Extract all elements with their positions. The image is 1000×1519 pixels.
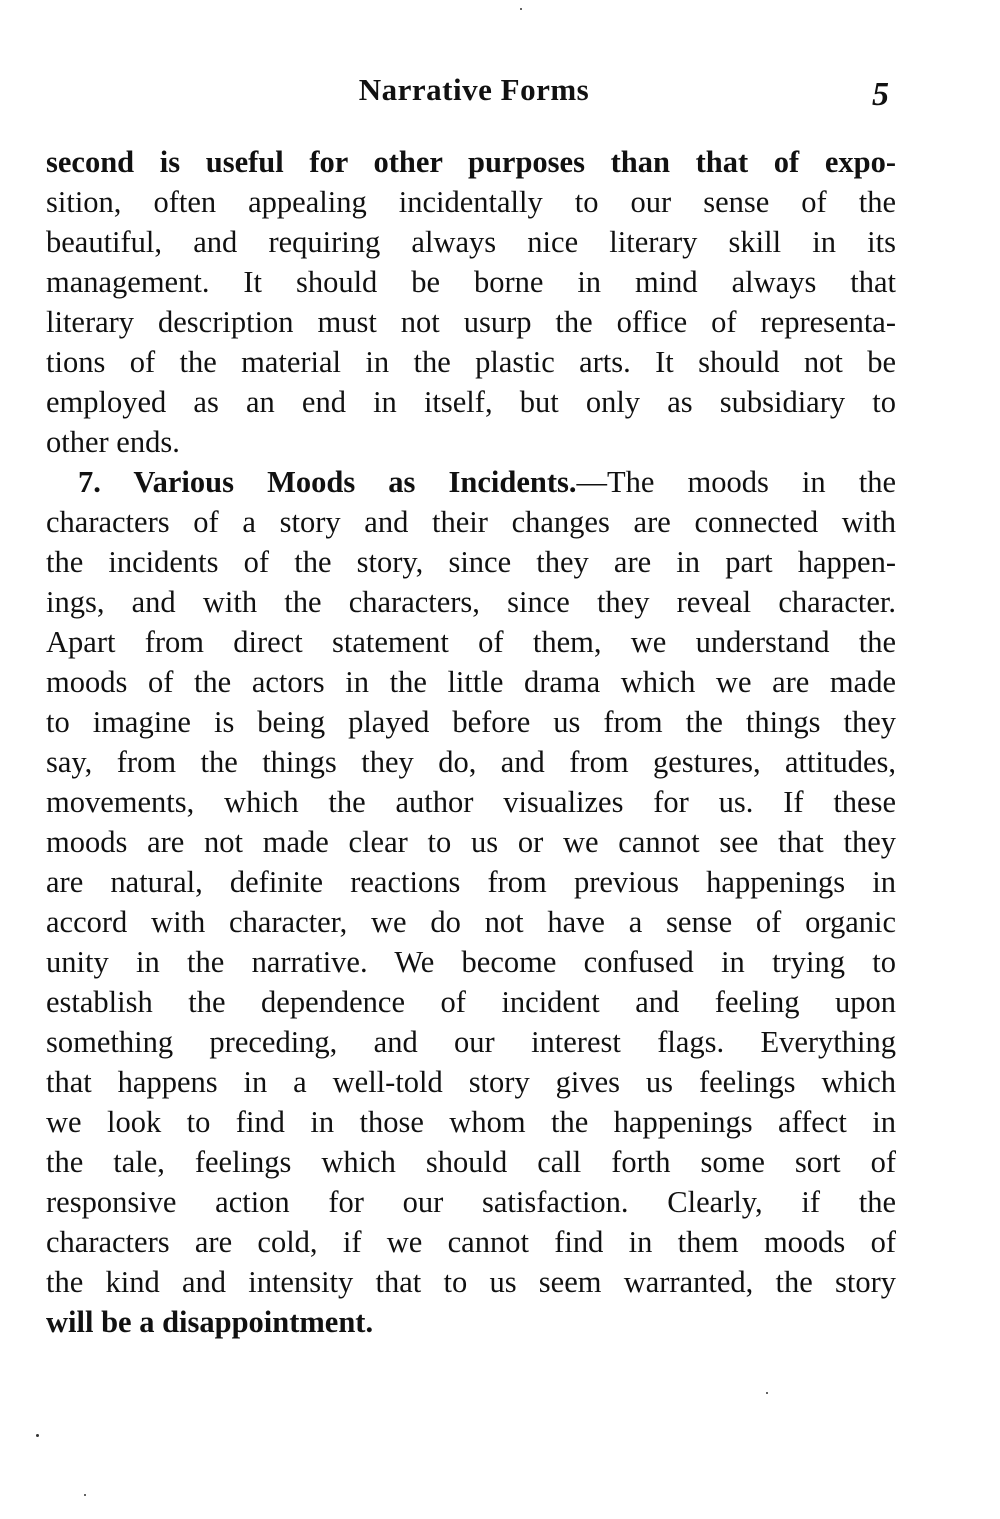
- text-line: moods are not made clear to us or we cannot see that they: [46, 825, 896, 859]
- text-line: are natural, definite reactions from previous happenings in: [46, 865, 896, 899]
- scan-speck: [520, 8, 522, 10]
- body-text: [46, 142, 896, 1342]
- text-line: responsive action for our satisfaction. Clearly, if the: [46, 1185, 896, 1219]
- scan-speck: [766, 1392, 768, 1394]
- running-title: Narrative Forms: [358, 72, 590, 107]
- heading-line-rest: —The moods in the: [576, 465, 896, 499]
- paragraph-1: [46, 142, 896, 462]
- text-line: to imagine is being played before us from the things they: [46, 705, 896, 739]
- text-line: movements, which the author visualizes for us. If these: [46, 785, 896, 819]
- text-line: tions of the material in the plastic arts. It should not be: [46, 345, 896, 379]
- text-line: establish the dependence of incident and feeling upon: [46, 985, 896, 1019]
- text-line: say, from the things they do, and from gestures, attitudes,: [46, 745, 896, 779]
- text-line: management. It should be borne in mind always that: [46, 265, 896, 299]
- page-number: 5: [872, 76, 889, 113]
- text-line: ings, and with the characters, since they reveal character.: [46, 585, 896, 619]
- text-line: beautiful, and requiring always nice literary skill in its: [46, 225, 896, 259]
- text-line: literary description must not usurp the office of representa-: [46, 305, 896, 339]
- scan-speck: [84, 1494, 86, 1496]
- scan-speck: [36, 1434, 39, 1437]
- text-line: characters are cold, if we cannot find in them moods of: [46, 1225, 896, 1259]
- text-line: something preceding, and our interest flags. Everything: [46, 1025, 896, 1059]
- text-line: the tale, feelings which should call forth some sort of: [46, 1145, 896, 1179]
- text-line: employed as an end in itself, but only as subsidiary to: [46, 385, 896, 419]
- text-line: unity in the narrative. We become confused in trying to: [46, 945, 896, 979]
- section-heading: 7. Various Moods as Incidents.: [78, 465, 577, 499]
- text-line: Apart from direct statement of them, we understand the: [46, 625, 896, 659]
- text-line: moods of the actors in the little drama which we are made: [46, 665, 896, 699]
- text-line: sition, often appealing incidentally to our sense of the: [46, 185, 896, 219]
- text-line: second is useful for other purposes than that of expo-: [46, 145, 896, 179]
- text-line: accord with character, we do not have a sense of organic: [46, 905, 896, 939]
- text-line: will be a disappointment.: [46, 1305, 374, 1339]
- text-line: the incidents of the story, since they are in part happen-: [46, 545, 896, 579]
- text-line: that happens in a well-told story gives us feelings which: [46, 1065, 896, 1099]
- text-line: other ends.: [46, 425, 180, 459]
- paragraph-2: [46, 462, 896, 1342]
- running-head: [0, 72, 1000, 116]
- text-line-with-heading: [46, 462, 896, 502]
- text-line: characters of a story and their changes are connected with: [46, 505, 896, 539]
- text-line: we look to find in those whom the happenings affect in: [46, 1105, 896, 1139]
- text-line: the kind and intensity that to us seem warranted, the story: [46, 1265, 896, 1299]
